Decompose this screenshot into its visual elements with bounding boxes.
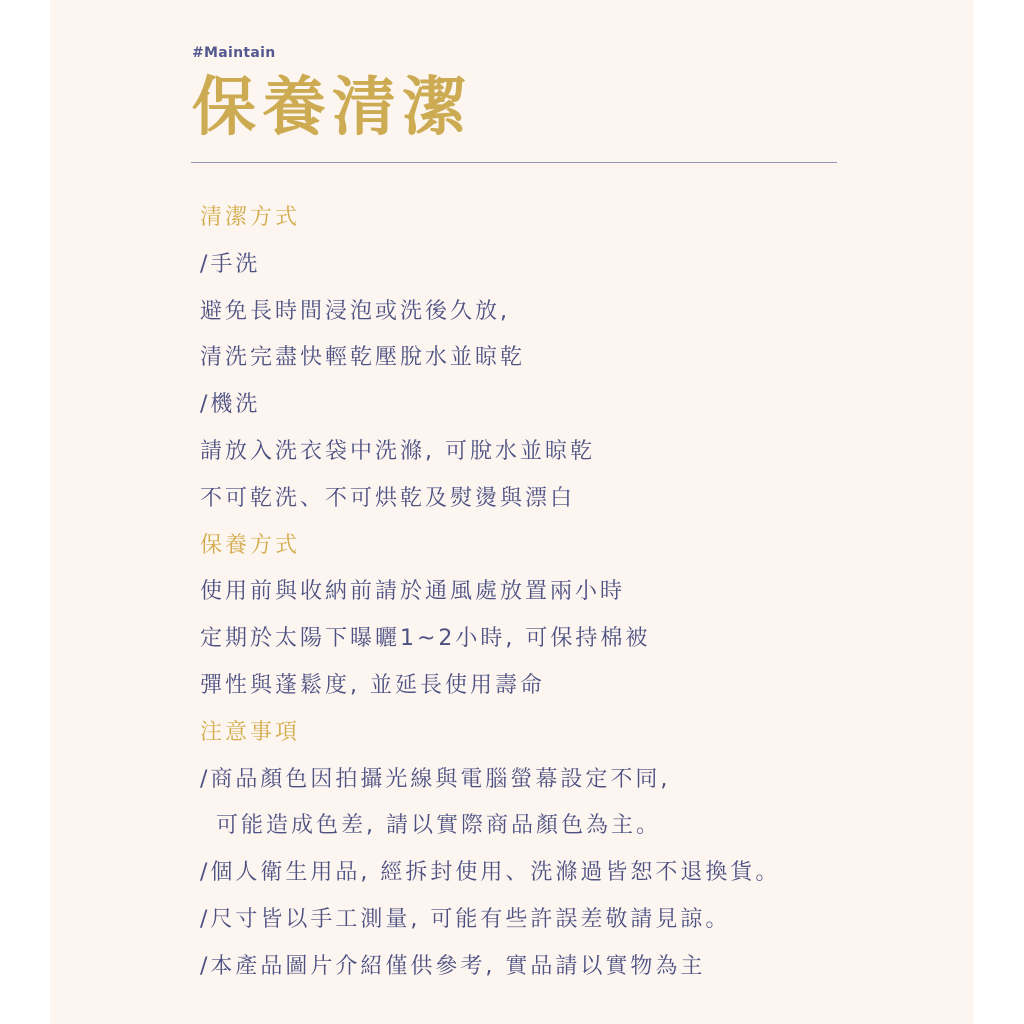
note-size-text: /尺寸皆以手工測量, 可能有些許誤差敬請見諒。 xyxy=(200,906,731,932)
note-image-text: /本產品圖片介紹僅供參考, 實品請以實物為主 xyxy=(200,953,706,979)
cleaning-heading: 清潔方式 xyxy=(200,205,301,230)
hand-wash-label: /手洗 xyxy=(200,251,261,277)
title-divider xyxy=(191,162,837,163)
maintenance-text: 彈性與蓬鬆度, 並延長使用壽命 xyxy=(200,672,545,698)
machine-wash-text: 不可乾洗、不可烘乾及熨燙與漂白 xyxy=(200,485,576,511)
care-instructions xyxy=(200,195,940,991)
machine-wash-label: /機洗 xyxy=(200,392,261,418)
machine-wash-text: 請放入洗衣袋中洗滌, 可脫水並晾乾 xyxy=(200,438,595,464)
hashtag-label: #Maintain xyxy=(192,45,276,61)
maintenance-text: 使用前與收納前請於通風處放置兩小時 xyxy=(200,579,626,605)
care-panel xyxy=(50,0,973,1024)
maintenance-text: 定期於太陽下曝曬1~2小時, 可保持棉被 xyxy=(200,626,651,652)
hand-wash-text: 避免長時間浸泡或洗後久放, xyxy=(200,298,510,324)
notes-heading: 注意事項 xyxy=(200,719,301,745)
note-hygiene-text: /個人衛生用品, 經拆封使用、洗滌過皆恕不退換貨。 xyxy=(200,860,781,886)
note-color-text: 可能造成色差, 請以實際商品顏色為主。 xyxy=(216,813,661,839)
maintenance-heading: 保養方式 xyxy=(200,532,301,558)
note-color-text: /商品顏色因拍攝光線與電腦螢幕設定不同, xyxy=(200,766,671,792)
hand-wash-text: 清洗完盡快輕乾壓脫水並晾乾 xyxy=(200,345,526,371)
page-title: 保養清潔 xyxy=(192,71,472,145)
